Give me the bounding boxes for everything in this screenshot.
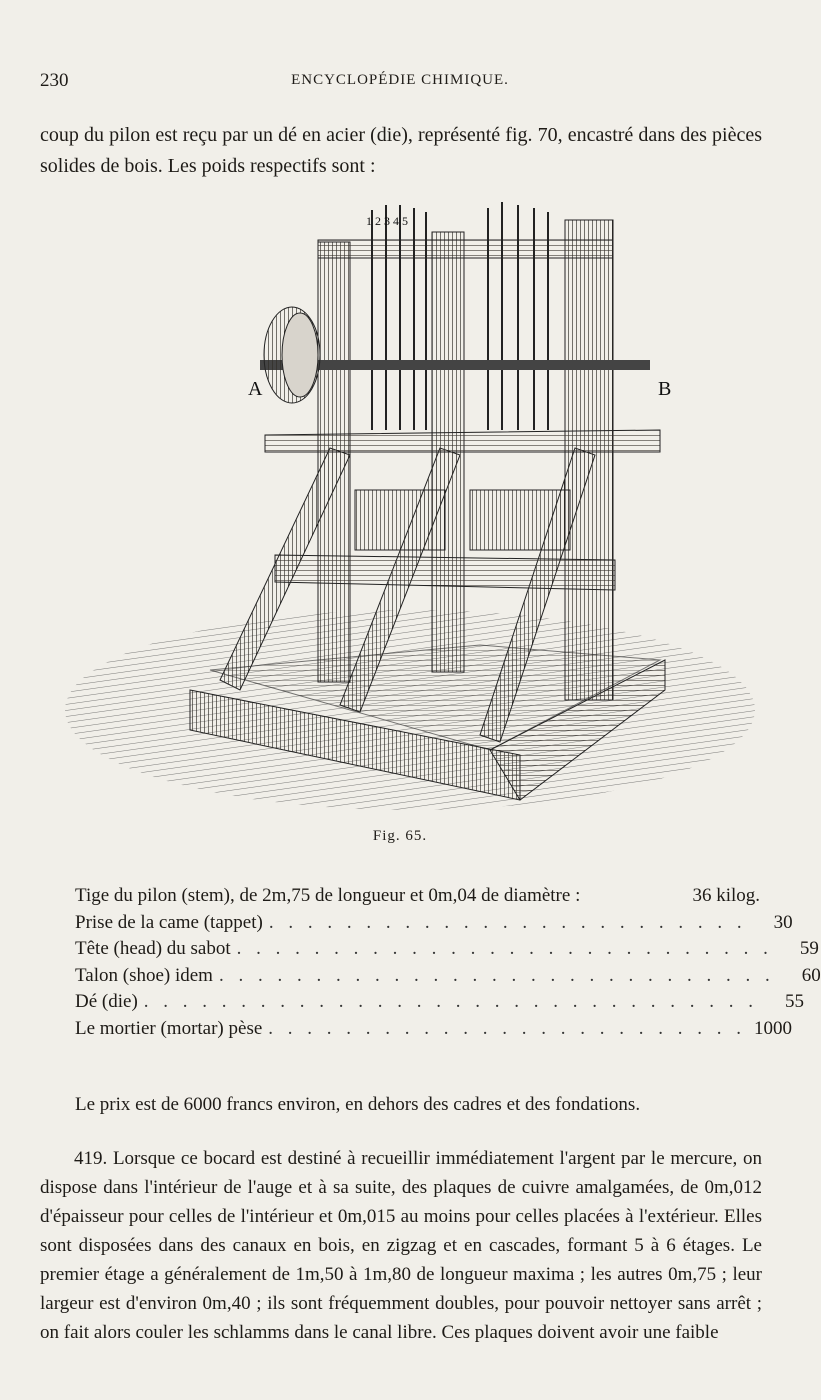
label-a: A <box>248 378 263 400</box>
weight-value: 30 <box>773 911 793 933</box>
weight-row <box>75 938 819 965</box>
page-header <box>40 70 760 96</box>
price-paragraph: Le prix est de 6000 francs environ, en dehors des cadres et des fondations. <box>75 1094 641 1115</box>
section-419-paragraph <box>40 1144 762 1347</box>
leader-dots: . . . . . . . . . . . . . . . . . . . . . . . . . . . . <box>236 938 773 959</box>
weight-value: 36 kilog. <box>692 885 760 906</box>
weight-label: Le mortier (mortar) pèse <box>75 1017 263 1039</box>
weight-row <box>75 1017 793 1045</box>
intro-paragraph: coup du pilon est reçu par un dé en acier (die), représenté fig. 70, encastré dans des pièces solides de bois. Les poids respectifs sont : <box>40 124 762 177</box>
weight-value: 55 <box>785 991 805 1012</box>
leader-dots: . . . . . . . . . . . . . . . . . . . . . . . . . <box>268 911 747 933</box>
weights-table <box>75 885 821 1044</box>
weight-row <box>75 911 793 939</box>
weight-label: Dé (die) <box>75 991 138 1012</box>
weight-row <box>75 964 821 992</box>
page-number: 230 <box>40 70 69 91</box>
weight-label: Tête (head) du sabot <box>75 938 231 959</box>
weight-label: Prise de la came (tappet) <box>75 911 263 933</box>
weight-value: 60 <box>801 964 821 986</box>
stamp-numbers: 1 2 3 4 5 <box>366 214 408 228</box>
section-text: Lorsque ce bocard est destiné à recueillir immédiatement l'argent par le mercure, on dispose dans l'intérieur de l'auge et à sa suite, des plaques de cuivre amalgamées, de 0m,012 d'épaisseur pour celles de l'intérieur et 0m,015 au moins pour celles placées à l'extérieur. Elles sont disposées dans des canaux en bois, en zigzag et en cascades, formant 5 à 6 étages. Le premier étage a généralement de 1m,50 à 1m,80 de longueur maxima ; les autres 0m,75 ; leur largeur est d'environ 0m,40 ; ils sont fréquemment doubles, pour pouvoir nettoyer sans arrêt ; on fait alors couler les schlamms dans le canal libre. Ces plaques doivent avoir une faible <box>40 1148 763 1343</box>
figure-caption: Fig. 65. <box>372 828 428 844</box>
stamp-mill-illustration <box>60 190 760 820</box>
leader-dots: . . . . . . . . . . . . . . . . . . . . . . . . . <box>268 1017 747 1039</box>
weight-row <box>75 885 760 912</box>
weight-row <box>75 991 805 1018</box>
label-b: B <box>658 378 672 400</box>
weight-value: 59 <box>799 938 819 959</box>
pulley-wheel <box>264 307 320 403</box>
leader-dots: . . . . . . . . . . . . . . . . . . . . . . . . . . . . . . . . <box>143 991 759 1012</box>
weight-label: Tige du pilon (stem), de 2m,75 de longueur et 0m,04 de diamètre : <box>75 885 581 906</box>
weight-label: Talon (shoe) idem <box>75 964 213 986</box>
leader-dots: . . . . . . . . . . . . . . . . . . . . . . . . . . . . . <box>218 964 775 986</box>
section-number: 419. <box>74 1148 108 1169</box>
weight-value: 1000 <box>754 1017 793 1039</box>
running-head: ENCYCLOPÉDIE CHIMIQUE. <box>291 72 509 88</box>
